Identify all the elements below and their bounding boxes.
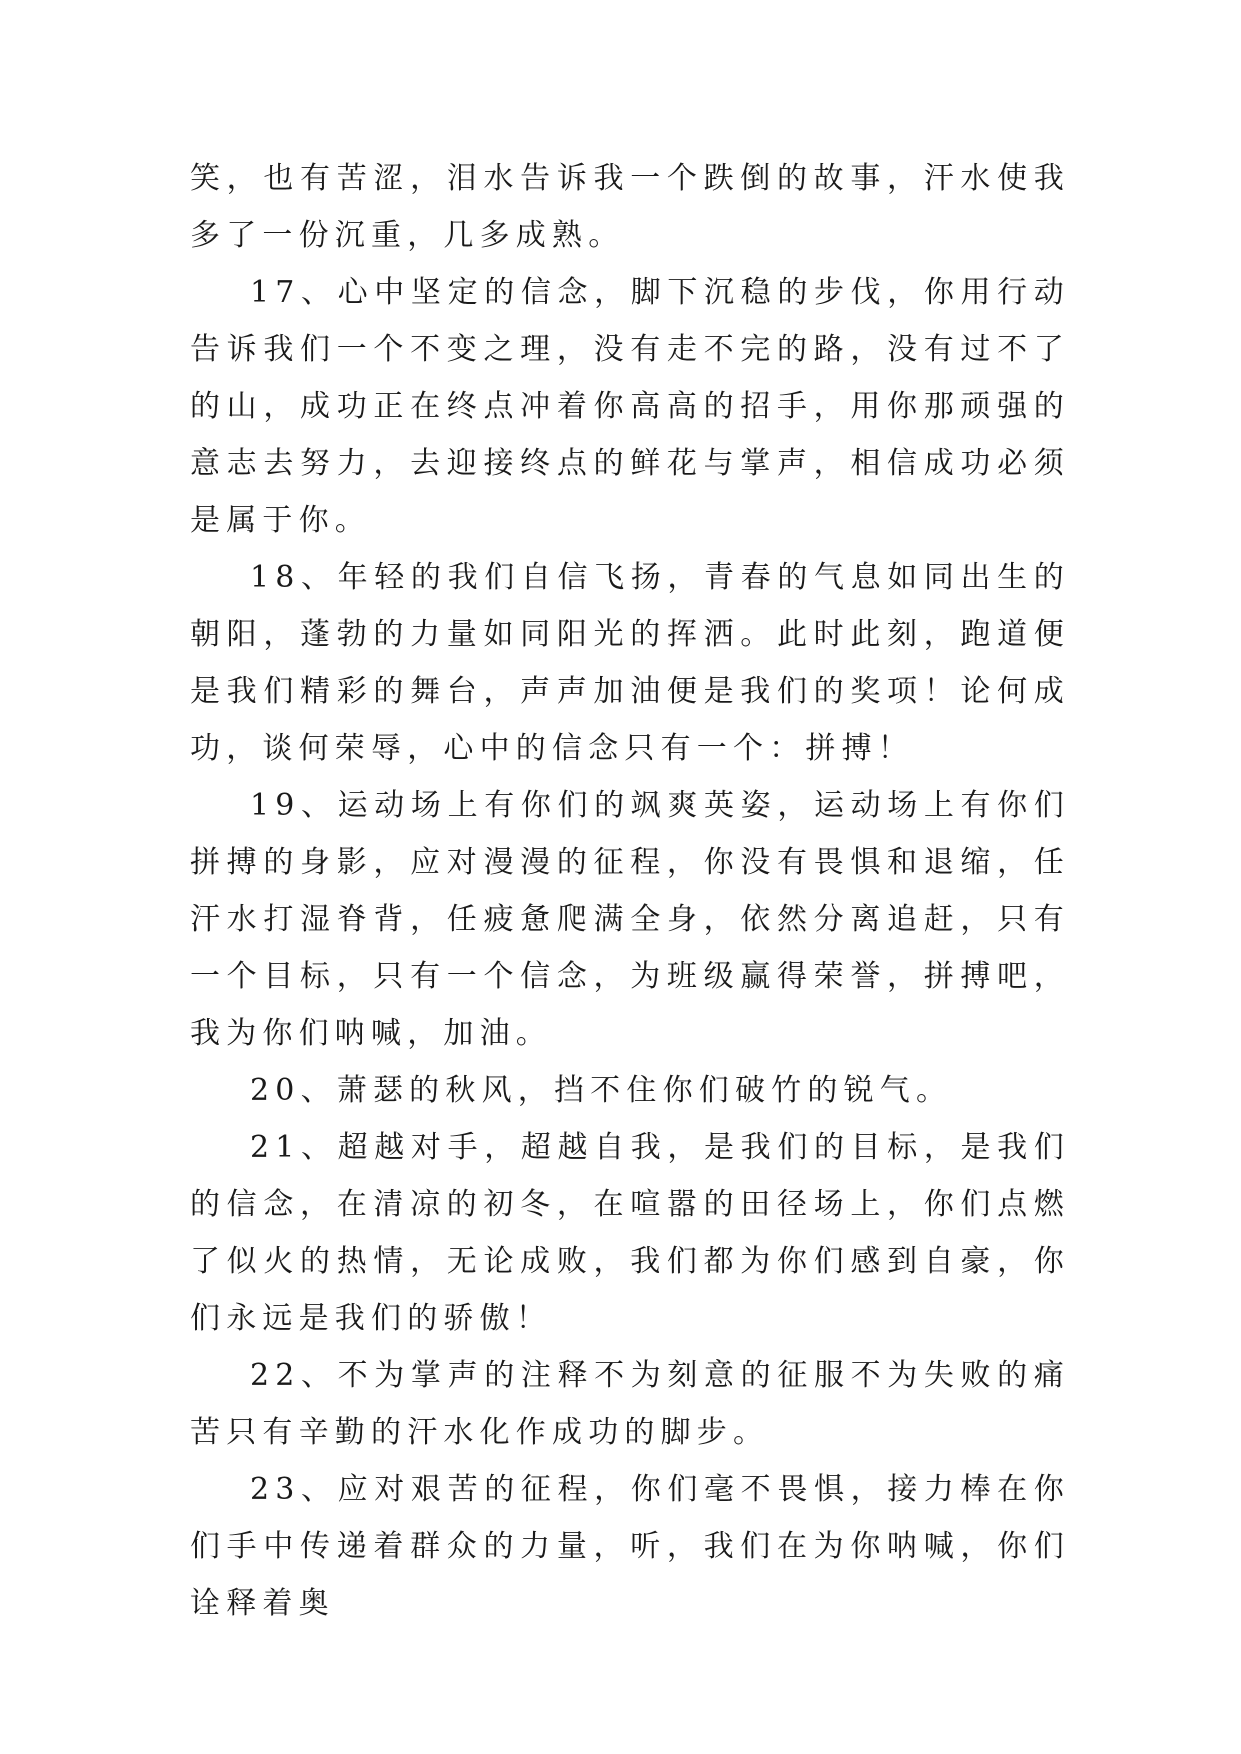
document-body [190,150,1070,1632]
paragraph-18: 18、年轻的我们自信飞扬，青春的气息如同出生的朝阳，蓬勃的力量如同阳光的挥洒。此时此刻，跑道便是我们精彩的舞台，声声加油便是我们的奖项！论何成功，谈何荣辱，心中的信念只有一个：拼搏！ [190,560,1070,766]
paragraph-23: 23、应对艰苦的征程，你们毫不畏惧，接力棒在你们手中传递着群众的力量，听，我们在为你呐喊，你们诠释着奥 [190,1472,1070,1621]
paragraph-19: 19、运动场上有你们的飒爽英姿，运动场上有你们拼搏的身影，应对漫漫的征程，你没有畏惧和退缩，任汗水打湿脊背，任疲惫爬满全身，依然分离追赶，只有一个目标，只有一个信念，为班级赢得荣誉，拼搏吧，我为你们呐喊，加油。 [190,788,1070,1051]
paragraph-continuation: 笑，也有苦涩，泪水告诉我一个跌倒的故事，汗水使我多了一份沉重，几多成熟。 [190,161,1070,253]
paragraph-17: 17、心中坚定的信念，脚下沉稳的步伐，你用行动告诉我们一个不变之理，没有走不完的路，没有过不了的山，成功正在终点冲着你高高的招手，用你那顽强的意志去努力，去迎接终点的鲜花与掌声，相信成功必须是属于你。 [190,275,1070,538]
paragraph-21: 21、超越对手，超越自我，是我们的目标，是我们的信念，在清凉的初冬，在喧嚣的田径场上，你们点燃了似火的热情，无论成败，我们都为你们感到自豪，你们永远是我们的骄傲！ [190,1130,1070,1336]
paragraph-22: 22、不为掌声的注释不为刻意的征服不为失败的痛苦只有辛勤的汗水化作成功的脚步。 [190,1358,1070,1450]
paragraph-20: 20、萧瑟的秋风，挡不住你们破竹的锐气。 [250,1073,953,1108]
